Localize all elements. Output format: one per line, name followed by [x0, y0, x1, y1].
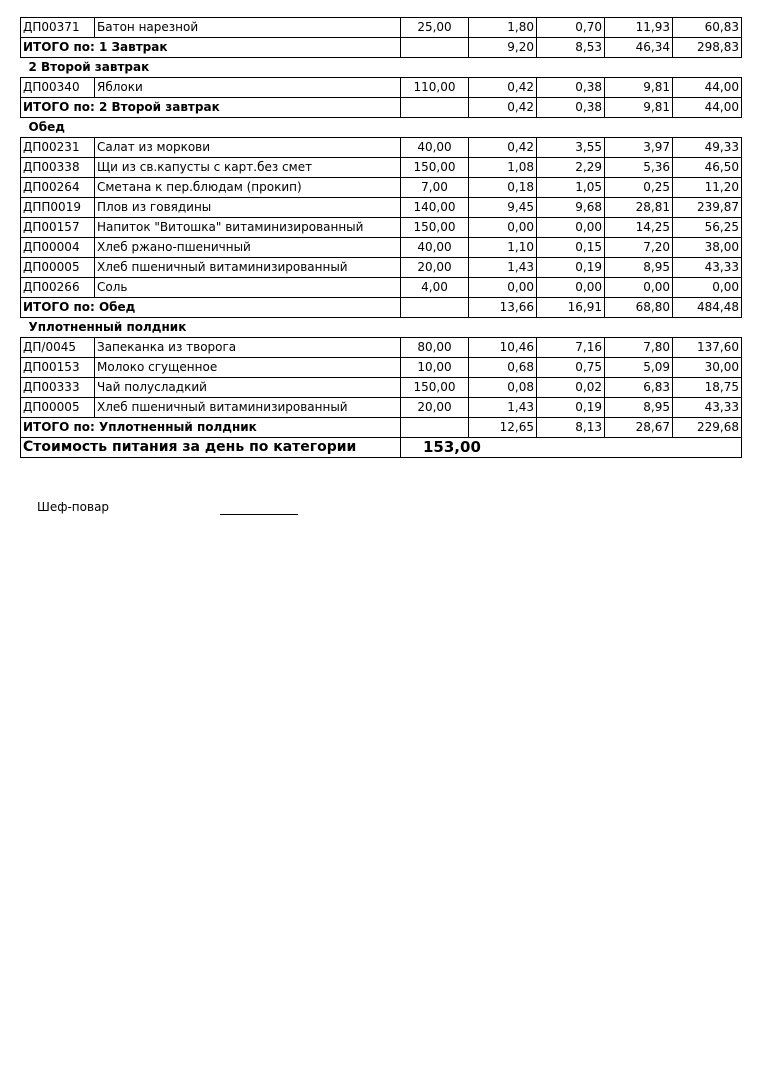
- section-title: Уплотненный полдник: [28, 320, 187, 334]
- item-value-4: 11,20: [673, 178, 742, 198]
- section-header: [21, 58, 742, 78]
- item-value-1: 1,10: [469, 238, 537, 258]
- item-value-3: 0,25: [605, 178, 673, 198]
- table-row: [21, 398, 742, 418]
- section-header: [21, 118, 742, 138]
- item-quantity: 150,00: [401, 218, 469, 238]
- item-name: Запеканка из творога: [95, 338, 401, 358]
- section-total-row: [21, 38, 742, 58]
- item-code: ДП00340: [21, 78, 95, 98]
- total-empty-cell: [401, 298, 469, 318]
- item-value-3: 6,83: [605, 378, 673, 398]
- item-value-3: 0,00: [605, 278, 673, 298]
- item-value-2: 0,19: [537, 398, 605, 418]
- table-row: [21, 238, 742, 258]
- grand-total-value: 153,00: [401, 438, 537, 458]
- menu-report: [20, 17, 741, 458]
- table-row: [21, 178, 742, 198]
- table-row: [21, 378, 742, 398]
- item-code: ДП00157: [21, 218, 95, 238]
- item-value-4: 44,00: [673, 78, 742, 98]
- item-value-1: 0,00: [469, 218, 537, 238]
- item-name: Сметана к пер.блюдам (прокип): [95, 178, 401, 198]
- item-code: ДП00153: [21, 358, 95, 378]
- total-value-3: 46,34: [605, 38, 673, 58]
- item-value-4: 18,75: [673, 378, 742, 398]
- item-quantity: 20,00: [401, 258, 469, 278]
- item-value-3: 8,95: [605, 258, 673, 278]
- item-value-1: 9,45: [469, 198, 537, 218]
- item-value-4: 137,60: [673, 338, 742, 358]
- grand-total-end: [673, 438, 742, 458]
- item-quantity: 40,00: [401, 138, 469, 158]
- item-name: Щи из св.капусты с карт.без смет: [95, 158, 401, 178]
- item-name: Чай полусладкий: [95, 378, 401, 398]
- item-code: ДП/0045: [21, 338, 95, 358]
- table-row: [21, 258, 742, 278]
- item-name: Плов из говядины: [95, 198, 401, 218]
- item-value-2: 0,00: [537, 218, 605, 238]
- item-quantity: 25,00: [401, 18, 469, 38]
- item-quantity: 80,00: [401, 338, 469, 358]
- item-name: Батон нарезной: [95, 18, 401, 38]
- item-code: ДП00005: [21, 398, 95, 418]
- item-value-1: 0,08: [469, 378, 537, 398]
- item-name: Молоко сгущенное: [95, 358, 401, 378]
- item-value-2: 0,38: [537, 78, 605, 98]
- total-value-4: 484,48: [673, 298, 742, 318]
- table-row: [21, 138, 742, 158]
- item-value-2: 1,05: [537, 178, 605, 198]
- item-code: ДП00231: [21, 138, 95, 158]
- total-label: ИТОГО по: 1 Завтрак: [21, 38, 401, 58]
- item-value-2: 0,15: [537, 238, 605, 258]
- total-value-4: 229,68: [673, 418, 742, 438]
- item-quantity: 150,00: [401, 158, 469, 178]
- item-value-4: 60,83: [673, 18, 742, 38]
- total-label: ИТОГО по: Обед: [21, 298, 401, 318]
- total-value-1: 12,65: [469, 418, 537, 438]
- item-name: Хлеб пшеничный витаминизированный: [95, 398, 401, 418]
- table-row: [21, 78, 742, 98]
- item-quantity: 20,00: [401, 398, 469, 418]
- total-empty-cell: [401, 418, 469, 438]
- table-row: [21, 358, 742, 378]
- item-name: Хлеб ржано-пшеничный: [95, 238, 401, 258]
- item-value-3: 14,25: [605, 218, 673, 238]
- item-value-1: 10,46: [469, 338, 537, 358]
- chef-signature-label: Шеф-повар: [37, 500, 110, 514]
- grand-total-spacer: [537, 438, 673, 458]
- section-total-row: [21, 98, 742, 118]
- item-code: ДП00371: [21, 18, 95, 38]
- item-value-3: 7,80: [605, 338, 673, 358]
- item-value-4: 239,87: [673, 198, 742, 218]
- section-total-row: [21, 298, 742, 318]
- item-value-3: 28,81: [605, 198, 673, 218]
- total-value-4: 298,83: [673, 38, 742, 58]
- item-name: Салат из моркови: [95, 138, 401, 158]
- item-value-4: 46,50: [673, 158, 742, 178]
- item-value-2: 2,29: [537, 158, 605, 178]
- item-code: ДП00338: [21, 158, 95, 178]
- total-label: ИТОГО по: 2 Второй завтрак: [21, 98, 401, 118]
- item-value-2: 0,19: [537, 258, 605, 278]
- item-quantity: 10,00: [401, 358, 469, 378]
- item-name: Напиток "Витошка" витаминизированный: [95, 218, 401, 238]
- item-value-4: 56,25: [673, 218, 742, 238]
- total-value-3: 9,81: [605, 98, 673, 118]
- item-value-2: 0,00: [537, 278, 605, 298]
- item-value-3: 8,95: [605, 398, 673, 418]
- total-value-1: 0,42: [469, 98, 537, 118]
- item-code: ДП00004: [21, 238, 95, 258]
- item-code: ДПП0019: [21, 198, 95, 218]
- table-row: [21, 278, 742, 298]
- item-value-4: 43,33: [673, 398, 742, 418]
- item-name: Соль: [95, 278, 401, 298]
- section-header: [21, 318, 742, 338]
- item-code: ДП00266: [21, 278, 95, 298]
- table-row: [21, 338, 742, 358]
- total-empty-cell: [401, 98, 469, 118]
- total-value-3: 28,67: [605, 418, 673, 438]
- total-empty-cell: [401, 38, 469, 58]
- total-value-4: 44,00: [673, 98, 742, 118]
- item-value-3: 11,93: [605, 18, 673, 38]
- item-value-3: 5,36: [605, 158, 673, 178]
- total-value-3: 68,80: [605, 298, 673, 318]
- item-value-4: 49,33: [673, 138, 742, 158]
- total-value-1: 13,66: [469, 298, 537, 318]
- table-row: [21, 198, 742, 218]
- item-value-3: 9,81: [605, 78, 673, 98]
- item-value-1: 0,42: [469, 138, 537, 158]
- item-quantity: 4,00: [401, 278, 469, 298]
- item-value-1: 1,43: [469, 258, 537, 278]
- item-value-1: 0,68: [469, 358, 537, 378]
- item-name: Яблоки: [95, 78, 401, 98]
- item-quantity: 110,00: [401, 78, 469, 98]
- item-value-4: 30,00: [673, 358, 742, 378]
- grand-total-label: Стоимость питания за день по категории: [21, 438, 401, 458]
- signature-line: [220, 514, 298, 515]
- item-value-4: 38,00: [673, 238, 742, 258]
- table-row: [21, 218, 742, 238]
- item-code: ДП00264: [21, 178, 95, 198]
- item-value-3: 7,20: [605, 238, 673, 258]
- section-title: Обед: [28, 120, 65, 134]
- item-quantity: 140,00: [401, 198, 469, 218]
- grand-total-row: [21, 438, 742, 458]
- item-value-4: 43,33: [673, 258, 742, 278]
- section-total-row: [21, 418, 742, 438]
- item-value-2: 0,75: [537, 358, 605, 378]
- total-value-2: 8,13: [537, 418, 605, 438]
- section-title: 2 Второй завтрак: [28, 60, 150, 74]
- menu-table: [20, 17, 742, 458]
- total-label: ИТОГО по: Уплотненный полдник: [21, 418, 401, 438]
- table-row: [21, 18, 742, 38]
- item-value-2: 7,16: [537, 338, 605, 358]
- item-value-2: 0,02: [537, 378, 605, 398]
- item-value-1: 1,43: [469, 398, 537, 418]
- item-quantity: 150,00: [401, 378, 469, 398]
- item-quantity: 40,00: [401, 238, 469, 258]
- item-name: Хлеб пшеничный витаминизированный: [95, 258, 401, 278]
- item-value-1: 0,18: [469, 178, 537, 198]
- item-code: ДП00005: [21, 258, 95, 278]
- item-value-1: 1,80: [469, 18, 537, 38]
- item-value-2: 3,55: [537, 138, 605, 158]
- item-value-3: 5,09: [605, 358, 673, 378]
- total-value-2: 0,38: [537, 98, 605, 118]
- item-value-3: 3,97: [605, 138, 673, 158]
- item-quantity: 7,00: [401, 178, 469, 198]
- item-value-1: 0,00: [469, 278, 537, 298]
- item-value-4: 0,00: [673, 278, 742, 298]
- total-value-2: 16,91: [537, 298, 605, 318]
- total-value-1: 9,20: [469, 38, 537, 58]
- item-value-2: 9,68: [537, 198, 605, 218]
- item-value-1: 0,42: [469, 78, 537, 98]
- total-value-2: 8,53: [537, 38, 605, 58]
- table-row: [21, 158, 742, 178]
- item-code: ДП00333: [21, 378, 95, 398]
- item-value-1: 1,08: [469, 158, 537, 178]
- item-value-2: 0,70: [537, 18, 605, 38]
